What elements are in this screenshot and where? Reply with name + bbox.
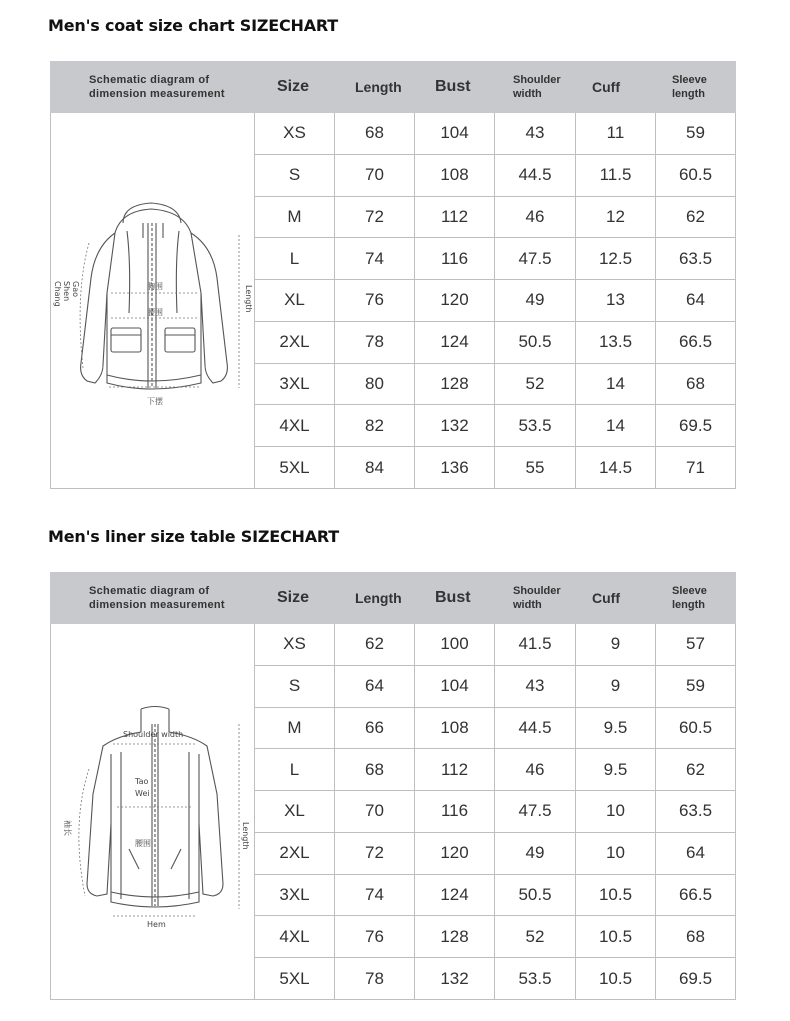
cell-shoulder: 47.5 bbox=[495, 791, 576, 833]
cell-size: 3XL bbox=[255, 874, 335, 916]
coat-waist-label: 腰围 bbox=[147, 308, 163, 317]
cell-bust: 136 bbox=[415, 447, 495, 489]
size-header: Size bbox=[255, 573, 335, 624]
cell-shoulder: 53.5 bbox=[495, 405, 576, 447]
liner-size-table bbox=[50, 572, 736, 1000]
cell-size: XL bbox=[255, 280, 335, 322]
coat-diagram-illustration bbox=[51, 113, 255, 483]
cell-cuff: 9.5 bbox=[576, 749, 656, 791]
coat-diagram-cell bbox=[51, 113, 255, 489]
cell-sleeve: 57 bbox=[656, 624, 736, 666]
liner-tao-label: Tao bbox=[135, 777, 149, 786]
cell-length: 84 bbox=[335, 447, 415, 489]
cell-size: 4XL bbox=[255, 916, 335, 958]
liner-sleeve-label: 袖长 bbox=[63, 820, 72, 836]
shoulder-width-header: Shoulder width bbox=[495, 62, 576, 113]
cell-cuff: 10.5 bbox=[576, 958, 656, 1000]
cell-shoulder: 50.5 bbox=[495, 321, 576, 363]
coat-section-title: Men's coat size chart SIZECHART bbox=[48, 16, 339, 35]
cell-sleeve: 64 bbox=[656, 832, 736, 874]
coat-shen-label: Shen bbox=[62, 281, 71, 302]
cell-cuff: 13 bbox=[576, 280, 656, 322]
cell-sleeve: 63.5 bbox=[656, 238, 736, 280]
cell-sleeve: 60.5 bbox=[656, 154, 736, 196]
cell-size: S bbox=[255, 154, 335, 196]
cell-shoulder: 52 bbox=[495, 363, 576, 405]
cell-size: M bbox=[255, 196, 335, 238]
bust-header: Bust bbox=[415, 62, 495, 113]
coat-length-label: Length bbox=[244, 285, 253, 313]
cell-length: 76 bbox=[335, 916, 415, 958]
cell-bust: 124 bbox=[415, 321, 495, 363]
cell-bust: 132 bbox=[415, 958, 495, 1000]
cell-length: 62 bbox=[335, 624, 415, 666]
sleeve-length-header: Sleeve length bbox=[656, 62, 736, 113]
cell-length: 66 bbox=[335, 707, 415, 749]
cell-bust: 132 bbox=[415, 405, 495, 447]
size-header: Size bbox=[255, 62, 335, 113]
cell-shoulder: 49 bbox=[495, 832, 576, 874]
cell-sleeve: 64 bbox=[656, 280, 736, 322]
cell-sleeve: 62 bbox=[656, 749, 736, 791]
coat-size-table bbox=[50, 61, 736, 489]
cell-bust: 116 bbox=[415, 238, 495, 280]
cell-size: 5XL bbox=[255, 447, 335, 489]
cell-sleeve: 62 bbox=[656, 196, 736, 238]
cell-length: 72 bbox=[335, 196, 415, 238]
cell-sleeve: 66.5 bbox=[656, 321, 736, 363]
cell-length: 68 bbox=[335, 113, 415, 155]
cuff-header: Cuff bbox=[576, 573, 656, 624]
liner-diagram-cell bbox=[51, 624, 255, 1000]
cell-length: 76 bbox=[335, 280, 415, 322]
shoulder-width-header: Shoulder width bbox=[495, 573, 576, 624]
cell-size: XS bbox=[255, 624, 335, 666]
cell-size: L bbox=[255, 238, 335, 280]
cell-sleeve: 71 bbox=[656, 447, 736, 489]
cell-length: 80 bbox=[335, 363, 415, 405]
cell-sleeve: 59 bbox=[656, 665, 736, 707]
liner-shoulder-width-label: Shoulder width bbox=[123, 730, 184, 739]
cell-bust: 100 bbox=[415, 624, 495, 666]
liner-length-label: Length bbox=[241, 822, 250, 850]
cell-shoulder: 55 bbox=[495, 447, 576, 489]
cell-shoulder: 43 bbox=[495, 665, 576, 707]
cell-cuff: 14 bbox=[576, 363, 656, 405]
cell-cuff: 14.5 bbox=[576, 447, 656, 489]
cell-shoulder: 44.5 bbox=[495, 154, 576, 196]
cell-cuff: 12.5 bbox=[576, 238, 656, 280]
cell-length: 78 bbox=[335, 321, 415, 363]
diagram-header: Schematic diagram of dimension measurement bbox=[51, 62, 255, 113]
cell-size: S bbox=[255, 665, 335, 707]
cell-cuff: 10 bbox=[576, 791, 656, 833]
cell-sleeve: 66.5 bbox=[656, 874, 736, 916]
cell-cuff: 12 bbox=[576, 196, 656, 238]
coat-header-row bbox=[51, 62, 736, 113]
table-row bbox=[51, 113, 736, 155]
liner-section-title: Men's liner size table SIZECHART bbox=[48, 527, 340, 546]
cell-cuff: 14 bbox=[576, 405, 656, 447]
coat-chest-label: 胸围 bbox=[147, 282, 163, 291]
cell-sleeve: 69.5 bbox=[656, 405, 736, 447]
cell-sleeve: 68 bbox=[656, 916, 736, 958]
length-header: Length bbox=[335, 62, 415, 113]
cell-shoulder: 41.5 bbox=[495, 624, 576, 666]
cell-sleeve: 68 bbox=[656, 363, 736, 405]
cell-bust: 120 bbox=[415, 280, 495, 322]
cell-bust: 124 bbox=[415, 874, 495, 916]
cell-cuff: 10 bbox=[576, 832, 656, 874]
cell-length: 72 bbox=[335, 832, 415, 874]
liner-diagram-illustration bbox=[51, 624, 255, 994]
coat-chang-label: Chang bbox=[53, 281, 62, 307]
liner-wei-label: Wei bbox=[135, 789, 150, 798]
cell-length: 64 bbox=[335, 665, 415, 707]
cell-size: 3XL bbox=[255, 363, 335, 405]
cell-shoulder: 46 bbox=[495, 196, 576, 238]
table-row bbox=[51, 624, 736, 666]
cell-length: 78 bbox=[335, 958, 415, 1000]
cell-length: 70 bbox=[335, 154, 415, 196]
cell-bust: 104 bbox=[415, 113, 495, 155]
cell-size: M bbox=[255, 707, 335, 749]
cell-shoulder: 52 bbox=[495, 916, 576, 958]
cell-length: 74 bbox=[335, 238, 415, 280]
cell-cuff: 11.5 bbox=[576, 154, 656, 196]
cell-bust: 128 bbox=[415, 363, 495, 405]
cell-sleeve: 59 bbox=[656, 113, 736, 155]
cell-size: XS bbox=[255, 113, 335, 155]
bust-header: Bust bbox=[415, 573, 495, 624]
cell-length: 74 bbox=[335, 874, 415, 916]
cell-length: 70 bbox=[335, 791, 415, 833]
cuff-header: Cuff bbox=[576, 62, 656, 113]
cell-sleeve: 69.5 bbox=[656, 958, 736, 1000]
cell-shoulder: 50.5 bbox=[495, 874, 576, 916]
cell-bust: 112 bbox=[415, 749, 495, 791]
cell-cuff: 11 bbox=[576, 113, 656, 155]
liner-header-row bbox=[51, 573, 736, 624]
sleeve-length-header: Sleeve length bbox=[656, 573, 736, 624]
cell-sleeve: 60.5 bbox=[656, 707, 736, 749]
cell-shoulder: 43 bbox=[495, 113, 576, 155]
cell-size: 4XL bbox=[255, 405, 335, 447]
cell-cuff: 10.5 bbox=[576, 916, 656, 958]
cell-bust: 104 bbox=[415, 665, 495, 707]
cell-bust: 120 bbox=[415, 832, 495, 874]
cell-cuff: 13.5 bbox=[576, 321, 656, 363]
length-header: Length bbox=[335, 573, 415, 624]
cell-bust: 112 bbox=[415, 196, 495, 238]
cell-length: 68 bbox=[335, 749, 415, 791]
cell-sleeve: 63.5 bbox=[656, 791, 736, 833]
cell-shoulder: 44.5 bbox=[495, 707, 576, 749]
cell-cuff: 9 bbox=[576, 665, 656, 707]
cell-bust: 108 bbox=[415, 154, 495, 196]
liner-hem-label: Hem bbox=[147, 920, 166, 929]
cell-size: 2XL bbox=[255, 832, 335, 874]
coat-hem-label: 下摆 bbox=[147, 397, 163, 406]
cell-size: XL bbox=[255, 791, 335, 833]
cell-size: 2XL bbox=[255, 321, 335, 363]
cell-cuff: 10.5 bbox=[576, 874, 656, 916]
cell-shoulder: 46 bbox=[495, 749, 576, 791]
cell-shoulder: 53.5 bbox=[495, 958, 576, 1000]
cell-bust: 128 bbox=[415, 916, 495, 958]
liner-waist-label: 腰围 bbox=[135, 839, 151, 848]
cell-bust: 108 bbox=[415, 707, 495, 749]
diagram-header: Schematic diagram of dimension measurement bbox=[51, 573, 255, 624]
cell-shoulder: 47.5 bbox=[495, 238, 576, 280]
cell-size: 5XL bbox=[255, 958, 335, 1000]
cell-size: L bbox=[255, 749, 335, 791]
cell-cuff: 9 bbox=[576, 624, 656, 666]
cell-bust: 116 bbox=[415, 791, 495, 833]
cell-cuff: 9.5 bbox=[576, 707, 656, 749]
coat-gao-label: Gao bbox=[71, 281, 80, 297]
cell-length: 82 bbox=[335, 405, 415, 447]
cell-shoulder: 49 bbox=[495, 280, 576, 322]
